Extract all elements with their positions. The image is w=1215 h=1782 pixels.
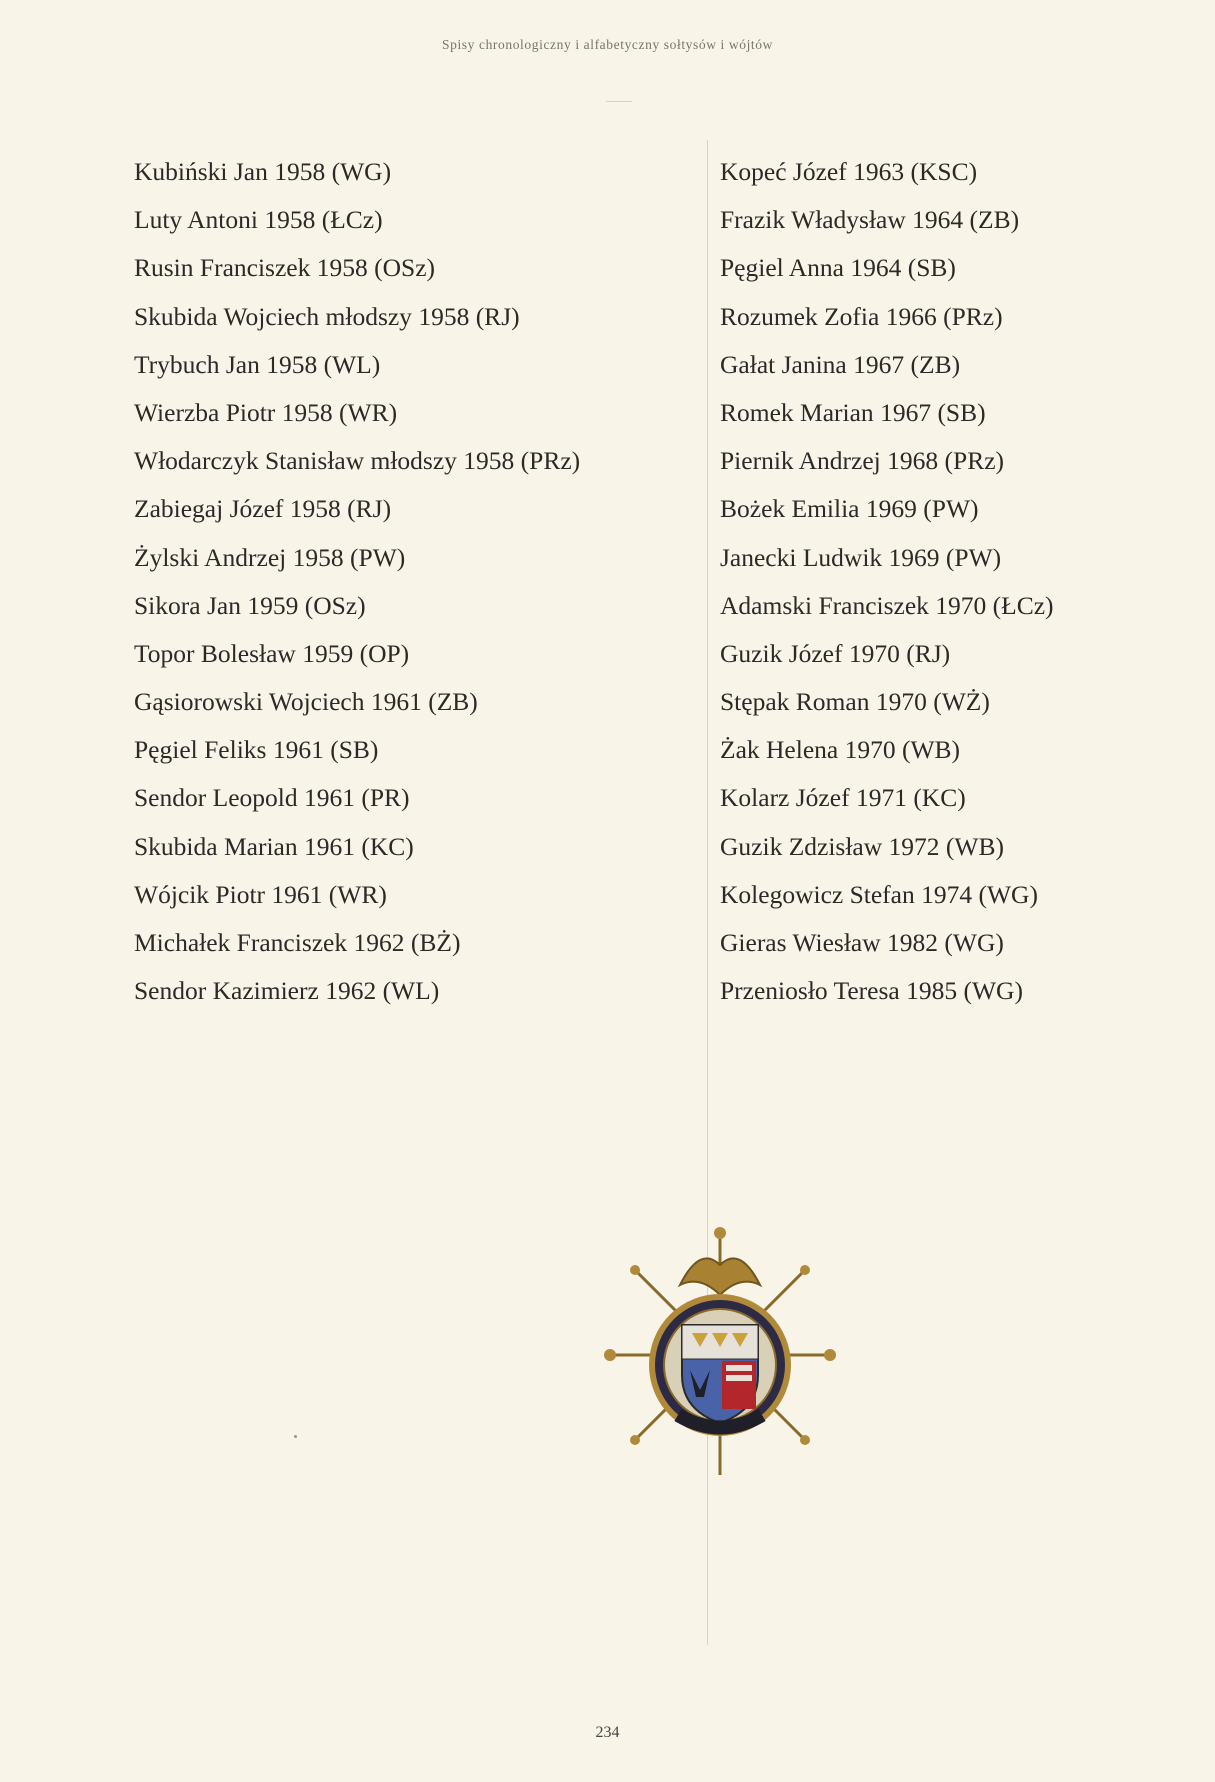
entry-code: (WB) xyxy=(945,831,1004,861)
entry-year: 1958 xyxy=(418,301,470,331)
entry-year: 1958 xyxy=(274,157,326,186)
entry-year: 1961 xyxy=(370,687,422,717)
entry-name: Kopeć Józef xyxy=(720,157,847,186)
entry-name: Kubiński Jan xyxy=(134,157,268,186)
list-entry xyxy=(720,534,1190,582)
entry-name: Bożek Emilia xyxy=(720,494,860,524)
list-entry xyxy=(720,630,1190,678)
entry-name: Adamski Franciszek xyxy=(720,590,929,620)
list-entry xyxy=(720,726,1190,774)
entry-name: Pęgiel Anna xyxy=(720,253,844,283)
list-entry xyxy=(134,196,704,244)
entry-name: Żak Helena xyxy=(720,735,839,765)
entry-year: 1968 xyxy=(887,446,939,476)
entry-name: Kolarz Józef xyxy=(720,783,850,813)
entry-name: Gąsiorowski Wojciech xyxy=(134,687,365,717)
entry-code: (PW) xyxy=(945,542,1002,572)
list-entry xyxy=(720,148,1190,196)
entry-year: 1966 xyxy=(885,301,937,331)
entry-name: Gałat Janina xyxy=(720,349,847,379)
entry-year: 1958 xyxy=(292,542,344,572)
entry-code: (ZB) xyxy=(969,205,1020,235)
entry-code: (SB) xyxy=(937,397,986,427)
entry-code: (WŻ) xyxy=(933,687,990,717)
entry-year: 1972 xyxy=(888,831,940,861)
entry-code: (PW) xyxy=(350,542,406,572)
entry-code: (SB) xyxy=(330,735,379,765)
entry-year: 1985 xyxy=(906,976,958,1006)
entry-name: Rozumek Zofia xyxy=(720,301,880,331)
entry-name: Romek Marian xyxy=(720,397,874,427)
entry-name: Wierzba Piotr xyxy=(134,397,276,427)
entry-code: (WR) xyxy=(328,879,387,909)
entry-name: Skubida Wojciech młodszy xyxy=(134,301,412,331)
entry-code: (WG) xyxy=(331,157,392,186)
entry-name: Pęgiel Feliks xyxy=(134,735,267,765)
entry-code: (PRz) xyxy=(944,446,1005,476)
entry-year: 1961 xyxy=(272,735,324,765)
entry-name: Guzik Zdzisław xyxy=(720,831,883,861)
list-entry xyxy=(134,485,704,533)
entry-code: (BŻ) xyxy=(410,928,461,957)
entry-code: (WL) xyxy=(382,976,440,1006)
entry-code: (RJ) xyxy=(475,301,520,331)
entry-code: (SB) xyxy=(907,253,956,283)
entry-code: (OP) xyxy=(359,638,410,668)
entry-year: 1958 xyxy=(316,253,368,283)
entry-code: (ŁCz) xyxy=(321,205,383,235)
list-entry xyxy=(720,293,1190,341)
entry-name: Stępak Roman xyxy=(720,687,870,717)
entry-year: 1959 xyxy=(247,590,299,620)
entry-year: 1958 xyxy=(289,494,341,524)
header-rule xyxy=(606,101,632,102)
paper-speck xyxy=(294,1435,297,1438)
list-entry xyxy=(134,630,704,678)
right-column xyxy=(720,148,1190,1015)
list-entry xyxy=(134,534,704,582)
entry-year: 1961 xyxy=(271,879,323,909)
entry-name: Wójcik Piotr xyxy=(134,879,266,909)
list-entry xyxy=(720,678,1190,726)
entry-name: Skubida Marian xyxy=(134,831,298,861)
entry-year: 1962 xyxy=(353,928,405,957)
list-entry xyxy=(720,582,1190,630)
entry-name: Sendor Kazimierz xyxy=(134,976,319,1006)
list-entry xyxy=(720,244,1190,292)
entry-name: Janecki Ludwik xyxy=(720,542,883,572)
list-entry xyxy=(134,871,704,919)
entry-code: (WG) xyxy=(944,928,1004,957)
entry-year: 1959 xyxy=(302,638,354,668)
entry-code: (RJ) xyxy=(347,494,392,524)
entry-name: Piernik Andrzej xyxy=(720,446,881,476)
entry-year: 1970 xyxy=(875,687,927,717)
entry-name: Kolegowicz Stefan xyxy=(720,879,915,909)
entry-code: (PR) xyxy=(361,783,410,813)
entry-code: (OSz) xyxy=(374,253,436,283)
list-entry xyxy=(720,389,1190,437)
entry-code: (OSz) xyxy=(304,590,366,620)
entry-year: 1970 xyxy=(844,735,896,765)
list-entry xyxy=(134,967,704,1015)
entry-name: Sendor Leopold xyxy=(134,783,298,813)
entry-name: Guzik Józef xyxy=(720,638,843,668)
left-column xyxy=(134,148,704,1015)
list-entry xyxy=(134,244,704,292)
list-entry xyxy=(720,871,1190,919)
entry-name: Frazik Władysław xyxy=(720,205,906,235)
list-entry xyxy=(134,919,704,967)
entry-year: 1961 xyxy=(303,831,355,861)
list-entry xyxy=(134,341,704,389)
list-entry xyxy=(134,678,704,726)
entry-name: Zabiegaj Józef xyxy=(134,494,284,524)
list-entry xyxy=(720,485,1190,533)
entry-code: (KC) xyxy=(913,783,966,813)
list-entry xyxy=(134,774,704,822)
entry-year: 1969 xyxy=(888,542,940,572)
list-entry xyxy=(720,437,1190,485)
entry-name: Luty Antoni xyxy=(134,205,258,235)
entry-code: (WG) xyxy=(978,879,1038,909)
entry-name: Przeniosło Teresa xyxy=(720,976,900,1006)
entry-year: 1964 xyxy=(912,205,964,235)
list-entry xyxy=(720,196,1190,244)
entry-year: 1962 xyxy=(325,976,377,1006)
entry-year: 1967 xyxy=(880,397,932,427)
entry-code: (WL) xyxy=(323,349,381,379)
entry-year: 1974 xyxy=(921,879,973,909)
entry-code: (ŁCz) xyxy=(992,590,1054,620)
list-entry xyxy=(134,726,704,774)
entry-name: Rusin Franciszek xyxy=(134,253,311,283)
list-entry xyxy=(134,823,704,871)
list-entry xyxy=(720,774,1190,822)
list-entry xyxy=(134,293,704,341)
entry-year: 1961 xyxy=(303,783,355,813)
list-entry xyxy=(134,582,704,630)
entry-code: (WG) xyxy=(963,976,1023,1006)
entry-code: (PRz) xyxy=(943,301,1003,331)
entry-code: (WB) xyxy=(901,735,961,765)
entry-code: (KC) xyxy=(361,831,414,861)
page-number: 234 xyxy=(595,1724,620,1741)
entry-name: Trybuch Jan xyxy=(134,349,260,379)
entry-code: (PW) xyxy=(923,494,979,524)
running-header: Spisy chronologiczny i alfabetyczny sołtysów i wójtów xyxy=(441,37,773,52)
entry-year: 1958 xyxy=(463,446,515,476)
list-entry xyxy=(720,341,1190,389)
entry-year: 1969 xyxy=(865,494,917,524)
list-entry xyxy=(134,389,704,437)
entry-year: 1971 xyxy=(855,783,907,813)
list-entry xyxy=(720,967,1190,1015)
entry-code: (PRz) xyxy=(520,446,581,476)
entry-code: (ZB) xyxy=(428,687,478,717)
entry-year: 1970 xyxy=(935,590,987,620)
entry-year: 1963 xyxy=(853,157,905,186)
coat-of-arms-emblem xyxy=(600,1225,840,1480)
entry-code: (WR) xyxy=(339,397,398,427)
entry-year: 1964 xyxy=(850,253,902,283)
entry-year: 1967 xyxy=(853,349,905,379)
entry-code: (ZB) xyxy=(910,349,961,379)
list-entry xyxy=(134,437,704,485)
entry-year: 1958 xyxy=(264,205,316,235)
entry-year: 1970 xyxy=(848,638,900,668)
entry-year: 1982 xyxy=(887,928,939,957)
entry-name: Gieras Wiesław xyxy=(720,928,881,957)
entry-name: Michałek Franciszek xyxy=(134,928,348,957)
entry-code: (KSC) xyxy=(910,157,978,186)
list-entry xyxy=(134,148,704,196)
list-entry xyxy=(720,919,1190,967)
entry-name: Topor Bolesław xyxy=(134,638,296,668)
entry-name: Włodarczyk Stanisław młodszy xyxy=(134,446,457,476)
entry-code: (RJ) xyxy=(906,638,951,668)
entry-year: 1958 xyxy=(281,397,333,427)
entry-name: Sikora Jan xyxy=(134,590,241,620)
entry-year: 1958 xyxy=(266,349,318,379)
list-entry xyxy=(720,823,1190,871)
entry-name: Żylski Andrzej xyxy=(134,542,287,572)
